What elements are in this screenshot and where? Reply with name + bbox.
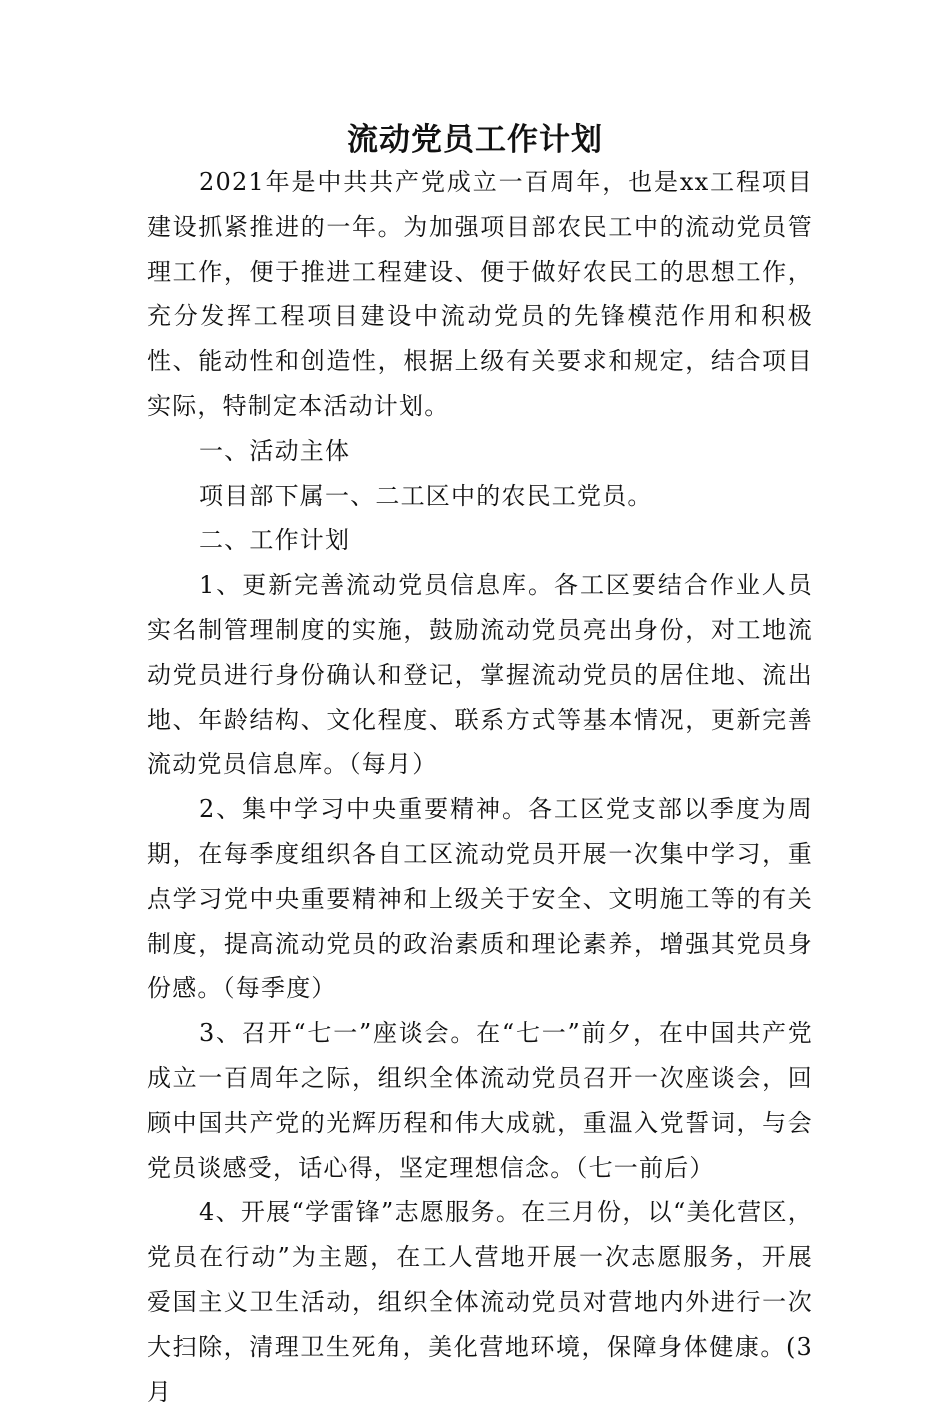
section-heading-activity-subject: 一、活动主体 xyxy=(199,436,351,465)
plan-item-2-paragraph: 2、集中学习中央重要精神。各工区党支部以季度为周期，在每季度组织各自工区流动党员开展一次集中学习，重点学习党中央重要精神和上级关于安全、文明施工等的有关制度，提高流动党员的政治素质和理论素养，增强其党员身份感。（每季度） xyxy=(147,795,813,1003)
plan-item-1-paragraph: 1、更新完善流动党员信息库。各工区要结合作业人员实名制管理制度的实施，鼓励流动党员亮出身份，对工地流动党员进行身份确认和登记，掌握流动党员的居住地、流出地、年龄结构、文化程度、联系方式等基本情况，更新完善流动党员信息库。（每月） xyxy=(147,571,813,779)
activity-subject-paragraph: 项目部下属一、二工区中的农民工党员。 xyxy=(199,481,653,510)
plan-item-3-paragraph: 3、召开“七一”座谈会。在“七一”前夕，在中国共产党成立一百周年之际，组织全体流动党员召开一次座谈会，回顾中国共产党的光辉历程和伟大成就，重温入党誓词，与会党员谈感受，话心得，坚定理想信念。（七一前后） xyxy=(147,1019,813,1182)
section-heading-work-plan: 二、工作计划 xyxy=(199,526,351,555)
document-body xyxy=(147,160,813,1414)
intro-paragraph: 2021年是中共共产党成立一百周年，也是xx工程项目建设抓紧推进的一年。为加强项目部农民工中的流动党员管理工作，便于推进工程建设、便于做好农民工的思想工作，充分发挥工程项目建设中流动党员的先锋模范作用和积极性、能动性和创造性，根据上级有关要求和规定，结合项目实际，特制定本活动计划。 xyxy=(147,168,813,420)
document-title: 流动党员工作计划 xyxy=(347,122,603,158)
plan-item-4-paragraph: 4、开展“学雷锋”志愿服务。在三月份，以“美化营区，党员在行动”为主题，在工人营地开展一次志愿服务，开展爱国主义卫生活动，组织全体流动党员对营地内外进行一次大扫除，清理卫生死角，美化营地环境，保障身体健康。(3月 xyxy=(147,1198,813,1406)
